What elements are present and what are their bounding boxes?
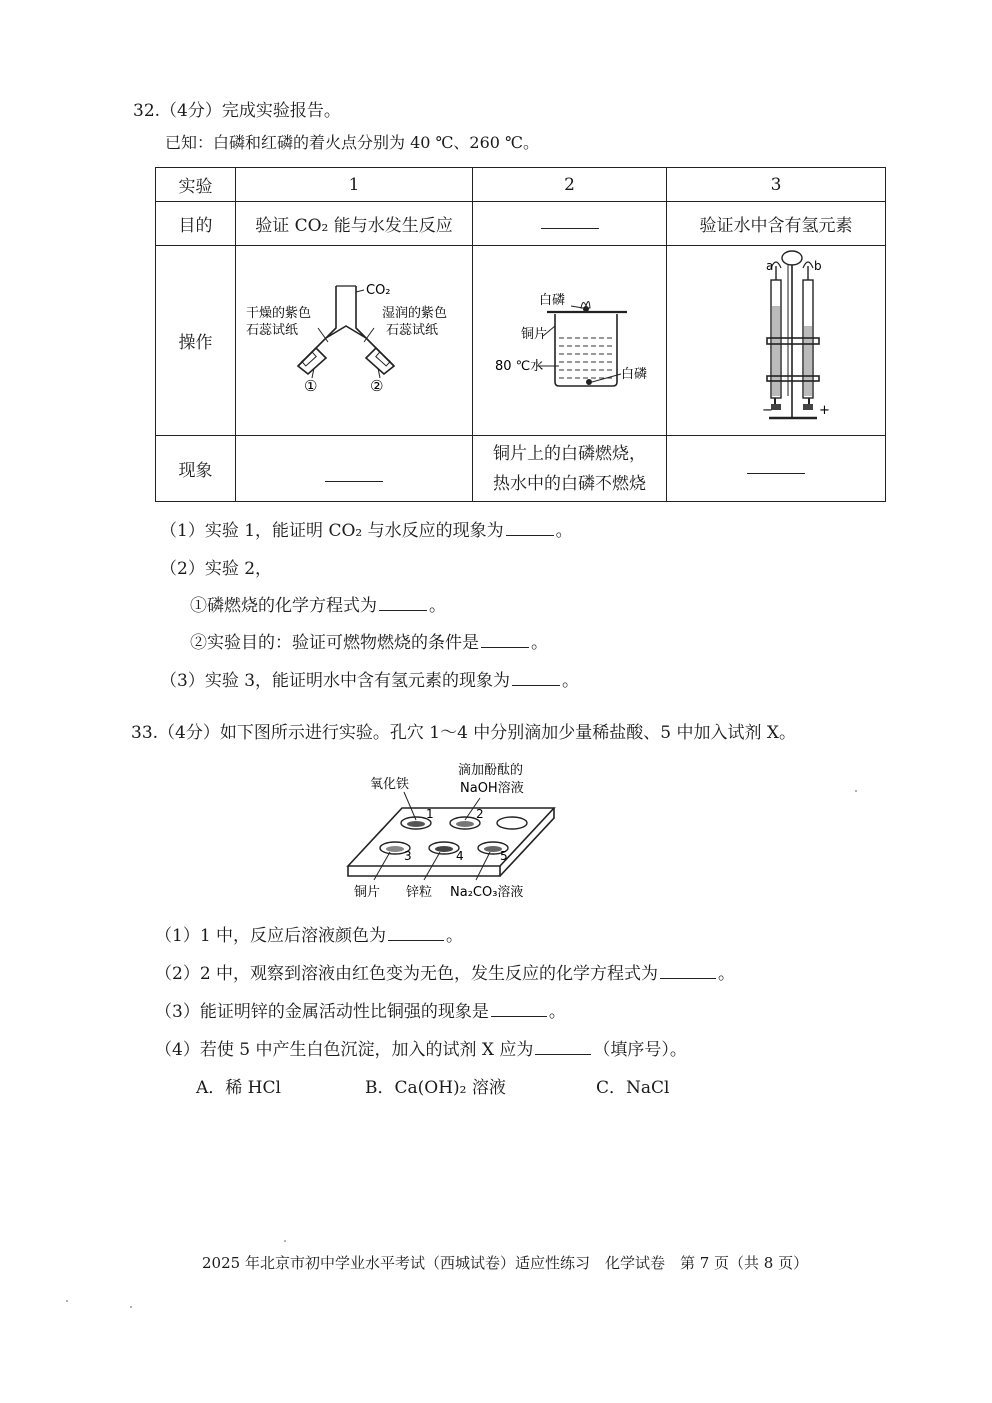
q32-sub1 [160,516,573,541]
q32-sub2: （2）实验 2， [160,559,273,579]
y-tube-diagram [236,246,472,430]
q33-sub3-text: （3）能证明锌的金属活动性比铜强的现象是 [155,1002,489,1022]
answer-blank [491,1002,547,1017]
purpose-3: 验证水中含有氢元素 [667,202,886,246]
copper-label: 铜片 [521,327,548,342]
page-footer: 2025 年北京市初中学业水平考试（西城试卷）适应性练习 化学试卷 第 7 页（共 8 页） [202,1254,809,1272]
white-p-top-label: 白磷 [539,293,566,308]
answer-blank [660,964,716,979]
phenomenon-3-blank [667,436,886,502]
well-number-3: 3 [404,849,412,863]
zinc-label: 锌粒 [406,885,433,900]
water-label: 80 ℃水 [495,359,544,374]
q33-sub4-suffix: （填序号）。 [593,1040,687,1060]
operation-label: 操作 [156,246,236,436]
well-number-4: 4 [456,849,464,863]
marker-1: ① [304,377,318,395]
header-3: 3 [667,168,886,202]
well-number-5: 5 [500,849,508,863]
answer-blank [512,671,560,686]
q33-sub2-text: （2）2 中，观察到溶液由红色变为无色，发生反应的化学方程式为 [155,964,659,984]
q33-sub4 [155,1035,687,1060]
period: 。 [531,633,548,653]
q32-sub3 [160,666,579,691]
option-b: B．Ca(OH)₂ 溶液 [365,1078,506,1098]
minus-label: − [762,403,773,418]
na2co3-label: Na₂CO₃溶液 [450,885,524,900]
q33-title: 33.（4分）如下图所示进行实验。孔穴 1～4 中分别滴加少量稀盐酸、5 中加入试剂 X。 [131,723,797,743]
scan-speck [855,790,857,792]
period: 。 [718,964,736,984]
wet-paper-label-2: 石蕊试纸 [386,323,439,338]
q32-sub2-2 [190,628,548,653]
q33-sub3 [155,997,566,1022]
q33-sub1-text: （1）1 中，反应后溶液颜色为 [155,926,387,946]
purpose-label: 目的 [156,202,236,246]
wet-paper-label-1: 湿润的紫色 [382,306,448,321]
q32-sub1-text: （1）实验 1，能证明 CO₂ 与水反应的现象为 [160,521,504,541]
operation-1 [236,246,473,436]
phenomenon-2-line1: 铜片上的白磷燃烧， [493,443,646,464]
phenomenon-1-blank [236,436,473,502]
answer-blank [388,926,444,941]
purpose-1: 验证 CO₂ 能与水发生反应 [236,202,473,246]
period: 。 [555,521,573,541]
answer-blank [481,633,529,648]
co2-label: CO₂ [366,283,391,298]
well-number-2: 2 [476,807,484,821]
q32-sub2-2-text: ②实验目的：验证可燃物燃烧的条件是 [190,633,479,653]
option-c: C．NaCl [596,1078,670,1098]
phenomenon-label: 现象 [156,436,236,502]
q33-sub1 [155,921,463,946]
q32-sub3-text: （3）实验 3，能证明水中含有氢元素的现象为 [160,671,511,691]
plus-label: + [819,403,830,418]
option-a: A．稀 HCl [196,1078,281,1098]
header-experiment: 实验 [156,168,236,202]
white-p-bottom-label: 白磷 [621,367,648,382]
period: 。 [429,596,446,616]
q32-sub2-1-text: ①磷燃烧的化学方程式为 [190,596,377,616]
answer-blank [535,1040,591,1055]
scan-speck [284,1240,286,1242]
header-2: 2 [473,168,667,202]
period: 。 [446,926,464,946]
q32-title: 32.（4分）完成实验报告。 [133,101,341,121]
answer-blank [379,596,427,611]
period: 。 [562,671,580,691]
iron-oxide-label: 氧化铁 [370,777,410,792]
q32-known: 已知：白磷和红磷的着火点分别为 40 ℃、260 ℃。 [165,133,539,152]
q33-sub4-text: （4）若使 5 中产生白色沉淀，加入的试剂 X 应为 [155,1040,534,1060]
purpose-2-blank [473,202,667,246]
phenol-label-2: NaOH溶液 [460,781,524,796]
q32-sub2-1 [190,591,446,616]
scan-speck [66,1300,68,1302]
dry-paper-label-2: 石蕊试纸 [246,323,299,338]
scan-speck [130,1306,132,1308]
well-plate-diagram [340,758,570,904]
phenol-label-1: 滴加酚酞的 [458,763,524,778]
tube-b-label: b [814,259,822,273]
q33-sub2 [155,959,735,984]
beaker-diagram [473,246,666,430]
dry-paper-label-1: 干燥的紫色 [246,306,312,321]
experiment-table [155,167,886,502]
phenomenon-2-line2: 热水中的白磷不燃烧 [493,473,646,494]
copper-piece-label: 铜片 [354,885,381,900]
period: 。 [548,1002,566,1022]
marker-2: ② [370,377,384,395]
phenomenon-2 [473,436,667,502]
electrolysis-diagram [667,246,885,430]
answer-blank [506,521,554,536]
tube-a-label: a [766,259,774,273]
operation-3 [667,246,886,436]
well-number-1: 1 [426,807,434,821]
header-1: 1 [236,168,473,202]
operation-2 [473,246,667,436]
